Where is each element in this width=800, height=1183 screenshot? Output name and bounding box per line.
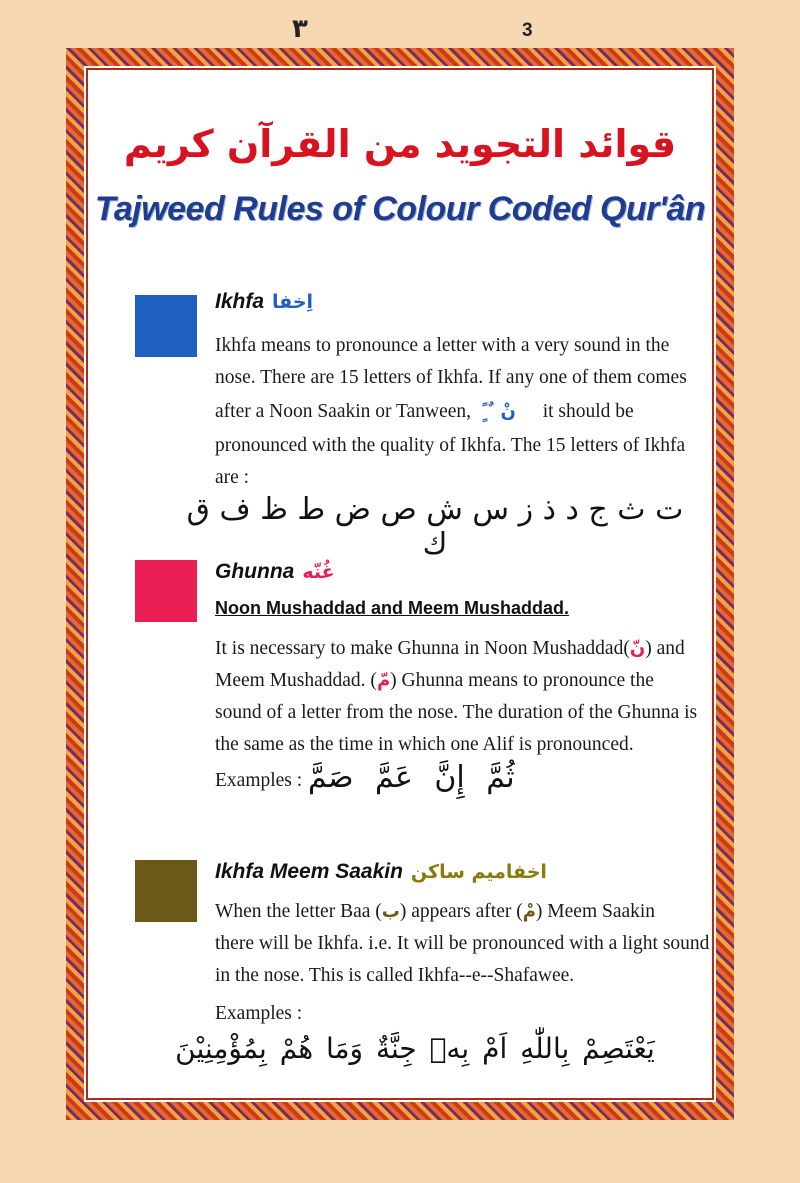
ghunna-line-1-start: It is necessary to make Ghunna in Noon Mushaddad( (215, 638, 630, 659)
noon-mushaddad-symbol: نّ (629, 638, 646, 659)
ikhfa-meem-examples: يَعْتَصِمْ بِاللّٰهِ اَمْ بِهٖ جِنَّةٌ وَمَا هُمْ بِمُؤْمِنِيْنَ (175, 1032, 655, 1065)
ikhfa-meem-line-1-end: ) Meem Saakin (535, 901, 656, 922)
ikhfa-meem-line-1 (215, 896, 655, 928)
ghunna-line-1 (215, 633, 685, 665)
ikhfa-heading-text: Ikhfa (215, 290, 265, 313)
ikhfa-meem-examples-label: Examples : (215, 1003, 303, 1024)
ikhfa-line-4: pronounced with the quality of Ikhfa. The 15 letters of Ikhfa (215, 435, 686, 456)
tanween-symbols: ً ٍ ٌ نْ (481, 401, 516, 422)
ghunna-heading-text: Ghunna (215, 560, 295, 583)
ghunna-line-2-end: ) Ghunna means to pronounce the (390, 670, 654, 691)
ikhfa-meem-line-2: there will be Ikhfa. i.e. It will be pronounced with a light sound (215, 933, 710, 954)
ikhfa-line-5: are : (215, 467, 250, 488)
ikhfa-color-swatch (135, 295, 197, 357)
page-content-area (86, 68, 714, 1100)
page-number: 3 (522, 20, 533, 41)
ghunna-line-4: the same as the time in which one Alif is pronounced. (215, 734, 634, 755)
ghunna-examples-label: Examples : (215, 770, 303, 791)
ghunna-heading (215, 560, 335, 584)
ghunna-heading-arabic: غُنّه (302, 561, 335, 583)
ikhfa-meem-heading (215, 860, 547, 884)
ornamental-frame (66, 48, 734, 1120)
english-title: Tajweed Rules of Colour Coded Qur'ân (94, 190, 706, 228)
ikhfa-meem-line-3: in the nose. This is called Ikhfa--e--Shafawee. (215, 965, 575, 986)
ghunna-line-1-end: ) and (645, 638, 685, 659)
ikhfa-heading (215, 290, 313, 314)
ikhfa-line-2: nose. There are 15 letters of Ikhfa. If any one of them comes (215, 367, 687, 388)
ikhfa-meem-heading-text: Ikhfa Meem Saakin (215, 860, 403, 883)
ikhfa-meem-line-1-middle: ) appears after ( (399, 901, 523, 922)
ghunna-line-3: sound of a letter from the nose. The duration of the Ghunna is (215, 702, 698, 723)
ghunna-subheading: Noon Mushaddad and Meem Mushaddad. (215, 598, 570, 618)
meem-mushaddad-symbol: مّ (376, 670, 391, 691)
ghunna-color-swatch (135, 560, 197, 622)
ghunna-examples: ثُمَّ إِنَّ عَمَّ صَمَّ (308, 760, 515, 795)
ikhfa-letters: ت ث ج د ذ ز س ش ص ض ط ظ ف ق ك (186, 492, 684, 562)
baa-letter: ب (381, 901, 400, 922)
ikhfa-heading-arabic: اِخفا (272, 291, 314, 313)
ikhfa-meem-color-swatch (135, 860, 197, 922)
ikhfa-meem-line-1-start: When the letter Baa ( (215, 901, 382, 922)
ikhfa-line-1: Ikhfa means to pronounce a letter with a very sound in the (215, 335, 670, 356)
meem-saakin-symbol: مْ (522, 901, 536, 922)
ikhfa-meem-heading-arabic: اخفاميم ساكن (410, 861, 547, 883)
ghunna-line-2 (215, 665, 654, 697)
page-number-arabic: ٣ (292, 14, 308, 44)
arabic-title: قوائد التجويد من القرآن كريم (123, 122, 677, 166)
ikhfa-line-3 (215, 396, 634, 428)
ikhfa-line-3-end: it should be (542, 401, 634, 422)
ikhfa-line-3-start: after a Noon Saakin or Tanween, (215, 401, 472, 422)
ghunna-line-2-start: Meem Mushaddad. ( (215, 670, 377, 691)
